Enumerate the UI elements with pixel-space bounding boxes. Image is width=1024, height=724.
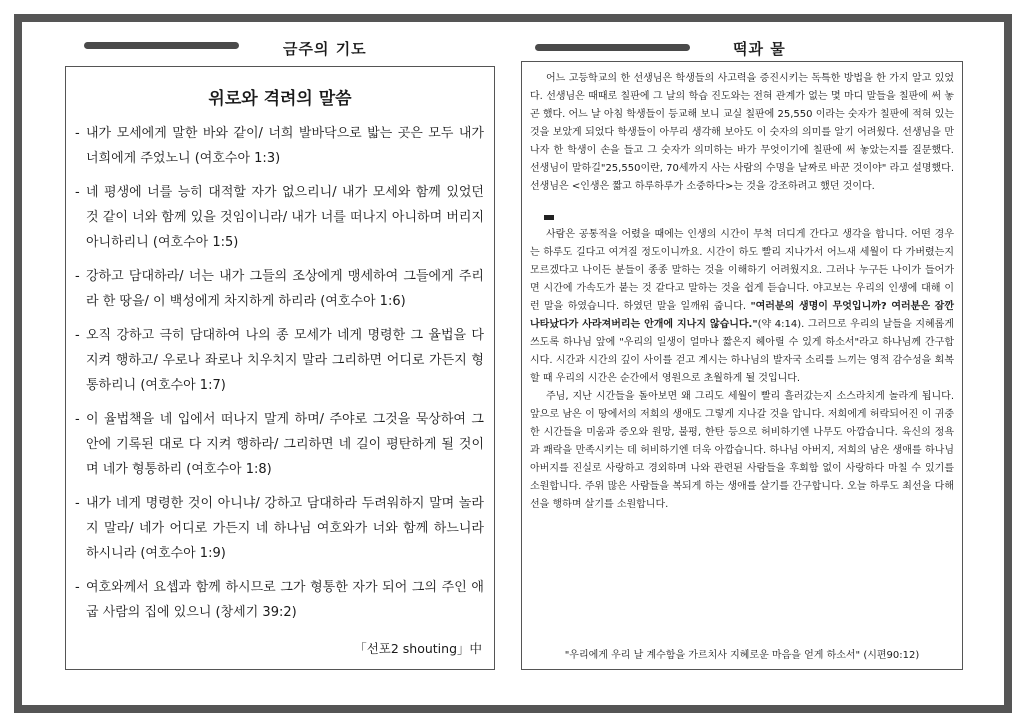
essay-paragraph-3: 주님, 지난 시간들을 돌아보면 왜 그리도 세월이 빨리 흘러갔는지 소스라치게 놀라게 됩니다. 앞으로 남은 이 땅에서의 저희의 생애도 그렇게 지나갈 것을 압니다. 저희에게 허락되어진 이 귀중한 시간들을 미움과 증오와 원망, 불평, 한탄 등으로 허비하기엔 나무도 아깝습니다. 육신의 정욕과 쾌락을 만족시키는 데 허비하기엔 더욱 아깝습니다. 하나님 아버지, 저희의 남은 생애를 하나님 아버지를 진실로 사랑하고 경외하며 나와 관련된 사람들을 후회함 없이 사랑하다 마칠 수 있기를 소원합니다. 주위 많은 사람들을 복되게 하는 생애를 살기를 간구합니다. 오늘 하루도 최선을 다해 선을 행하며 살기를 소원합니다. — [530, 391, 954, 510]
essay-box — [521, 61, 963, 670]
verse-item: - 오직 강하고 극히 담대하여 나의 종 모세가 네게 명령한 그 율법을 다 지켜 행하고/ 우로나 좌로나 치우치지 말라 그리하면 어디로 가든지 형통하리니 (여호수아 1:7) — [75, 328, 484, 393]
verse-item: - 이 율법책을 네 입에서 떠나지 말게 하며/ 주야로 그것을 묵상하여 그 안에 기록된 대로 다 지켜 행하라/ 그리하면 네 길이 평탄하게 될 것이며 네가 형통하리 (여호수아 1:8) — [75, 412, 484, 477]
right-header-title: 떡과 물 — [733, 40, 786, 58]
verse-item: - 여호와께서 요셉과 함께 하시므로 그가 형통한 자가 되어 그의 주인 애굽 사람의 집에 있으니 (창세기 39:2) — [75, 580, 484, 620]
source-credit: 「선포2 shouting」中 — [354, 641, 482, 656]
essay-paragraph-2: 사람은 공통적을 어렸을 때에는 인생의 시간이 무척 더디게 간다고 생각을 합니다. 어떤 경우는 하루도 길다고 여겨질 정도이니까요. 시간이 하도 빨리 지나가서 어느새 세월이 다 가버렸는지 모르겠다고 나이든 분들이 종종 말하는 것을 이해하기 어려웠지요. 그러나 누구든 나이가 들어가면 시간에 가속도가 붙는 것 같다고 말하는 것을 쉽게 듣습니다. 야고보는 우리의 인생에 대해 이런 말을 하였습니다. 하였던 말을 일깨워 줍니다. "여러분의 생명이 무엇입니까? 여러분은 잠깐 나타났다가 사라져버리는 안개에 지나지 않습니다."(약 4:14). 그러므로 우리의 날들을 지혜롭게 쓰도록 하나님 앞에 "우리의 일생이 얼마나 짧은지 헤아릴 수 있게 하소서"라고 하나님께 간구합시다. 시간과 시간의 깊이 사이를 걷고 계시는 하나님의 발자국 소리를 느끼는 영적 감수성을 회복할 때 우리의 시간은 순간에서 영원으로 초월하게 될 것입니다. — [530, 229, 954, 384]
verse-item: - 강하고 담대하라/ 너는 내가 그들의 조상에게 맹세하여 그들에게 주리라 한 땅을/ 이 백성에게 차지하게 하리라 (여호수아 1:6) — [75, 269, 484, 309]
scripture-box-title: 위로와 격려의 말씀 — [208, 89, 352, 109]
verse-item: - 네 평생에 너를 능히 대적할 자가 없으리니/ 내가 모세와 함께 있었던 것 같이 너와 함께 있을 것임이니라/ 내가 너를 떠나지 아니하며 버리지 아니하리니 (여호수아 1:5) — [75, 185, 484, 250]
bold-scripture-quote: "여러분의 생명이 무엇입니까? 여러분은 잠깐 나타났다가 사라져버리는 안개에 지나지 않습니다." — [530, 301, 954, 330]
section-marker — [544, 215, 554, 220]
verse-item: - 내가 네게 명령한 것이 아니냐/ 강하고 담대하라 두려워하지 말며 놀라지 말라/ 네가 어디로 가든지 네 하나님 여호와가 너와 함께 하느니라 하시니라 (여호수아 1:9) — [75, 496, 484, 561]
closing-verse: "우리에게 우리 날 계수함을 가르치사 지혜로운 마음을 얻게 하소서" (시편90:12) — [564, 650, 920, 661]
left-header-title: 금주의 기도 — [283, 40, 367, 58]
verse-item: - 내가 모세에게 말한 바와 같이/ 너희 발바닥으로 밟는 곳은 모두 내가 너희에게 주었노니 (여호수아 1:3) — [75, 126, 484, 166]
right-header-bar — [535, 44, 690, 51]
scripture-box — [65, 66, 495, 670]
left-header-bar — [84, 42, 239, 49]
essay-paragraph-1: 어느 고등학교의 한 선생님은 학생들의 사고력을 증진시키는 독특한 방법을 한 가지 알고 있었다. 선생님은 때때로 칠판에 그 날의 학습 진도와는 전혀 관계가 없는 몇 마디 말들을 칠판에 써 놓곤 했다. 어느 날 아침 학생들이 등교해 보니 교실 칠판에 25,550 이라는 숫자가 칠판에 적혀 있는 것을 보았게 되었다 학생들이 아무리 생각해 보아도 이 숫자의 의미를 알기 어려웠다. 선생님을 만나자 한 학생이 손을 들고 그 숫자가 의미하는 바가 무엇이기에 칠판에 써 놓았는지를 질문했다. 선생님이 말하길"25,550이란, 70세까지 사는 사람의 수명을 날짜로 바꾼 것이야" 라고 설명했다. 선생님은 <인생은 짧고 하루하루가 소중하다>는 것을 강조하려고 했던 것이다. — [530, 73, 954, 192]
